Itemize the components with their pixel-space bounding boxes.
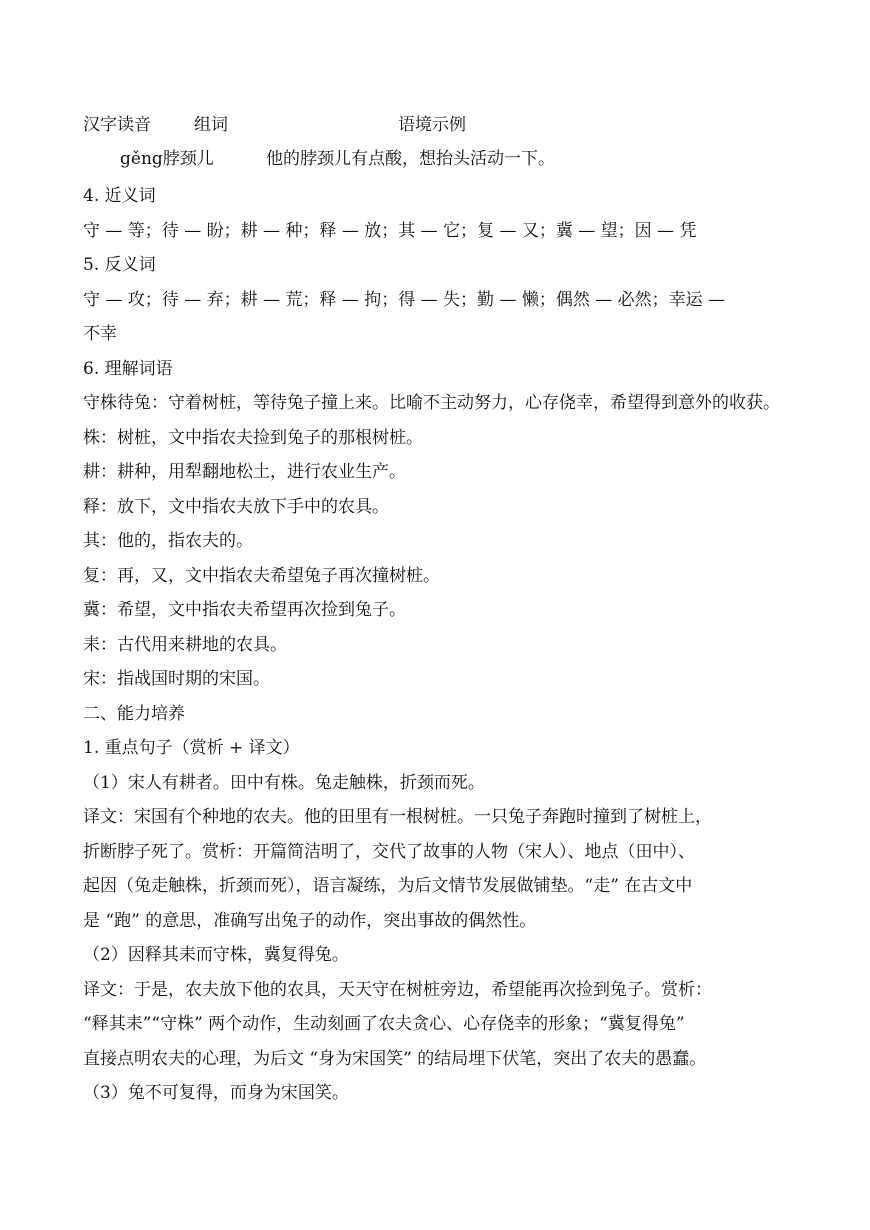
vocab-definition: 复：再，又，文中指农夫希望兔子再次撞树桩。 — [83, 566, 440, 586]
key-sentence: （2）因释其耒而守株，冀复得兔。 — [83, 945, 349, 965]
translation-paragraph: “释其耒”“守株” 两个动作，生动刻画了农夫贪心、心存侥幸的形象；“冀复得兔” — [83, 1014, 685, 1034]
translation-paragraph: 译文：于是，农夫放下他的农具，天天守在树桩旁边，希望能再次捡到兔子。赏析： — [83, 980, 712, 1000]
table-header-reading: 汉字读音 — [83, 115, 151, 135]
subsection-heading-key-sentences: 1. 重点句子（赏析 + 译文） — [83, 738, 300, 758]
table-header-word: 组词 — [194, 115, 228, 135]
section-heading-antonyms: 5. 反义词 — [83, 255, 156, 275]
vocab-definition: 冀：希望，文中指农夫希望再次捡到兔子。 — [83, 600, 406, 620]
vocab-definition: 株：树桩，文中指农夫捡到兔子的那根树桩。 — [83, 428, 423, 448]
translation-paragraph: 直接点明农夫的心理，为后文 “身为宋国笑” 的结局埋下伏笔，突出了农夫的愚蠢。 — [83, 1049, 707, 1069]
vocab-definition: 其：他的，指农夫的。 — [83, 531, 253, 551]
table-cell-example: 他的脖颈儿有点酸，想抬头活动一下。 — [266, 149, 555, 169]
translation-paragraph: 是 “跑” 的意思，准确写出兔子的动作，突出事故的偶然性。 — [83, 911, 537, 931]
section-heading-synonyms: 4. 近义词 — [83, 186, 156, 206]
vocab-definition: 耒：古代用来耕地的农具。 — [83, 635, 287, 655]
key-sentence: （1）宋人有耕者。田中有株。兔走触株，折颈而死。 — [83, 773, 485, 793]
vocab-definition: 释：放下，文中指农夫放下手中的农具。 — [83, 497, 389, 517]
translation-paragraph: 起因（兔走触株，折颈而死），语言凝练，为后文情节发展做铺垫。“走” 在古文中 — [83, 876, 693, 896]
synonyms-line: 守 — 等；待 — 盼；耕 — 种；释 — 放；其 — 它；复 — 又；冀 — 望；因 — 凭 — [83, 221, 697, 241]
section-heading-ability: 二、能力培养 — [83, 704, 185, 724]
key-sentence: （3）兔不可复得，而身为宋国笑。 — [83, 1083, 349, 1103]
translation-paragraph: 译文：宋国有个种地的农夫。他的田里有一根树桩。一只兔子奔跑时撞到了树桩上， — [83, 807, 712, 827]
antonyms-line-cont: 不幸 — [83, 324, 117, 344]
section-heading-vocabulary: 6. 理解词语 — [83, 359, 173, 379]
antonyms-line: 守 — 攻；待 — 弃；耕 — 荒；释 — 拘；得 — 失；勤 — 懒；偶然 — 必然；幸运 — — [83, 290, 726, 310]
vocab-definition: 耕：耕种，用犁翻地松土，进行农业生产。 — [83, 462, 406, 482]
vocab-definition: 宋：指战国时期的宋国。 — [83, 669, 270, 689]
table-cell-word: gěng脖颈儿 — [120, 149, 214, 169]
vocab-definition: 守株待兔：守着树桩，等待兔子撞上来。比喻不主动努力，心存侥幸，希望得到意外的收获。 — [83, 393, 780, 413]
table-header-context: 语境示例 — [398, 115, 466, 135]
translation-paragraph: 折断脖子死了。赏析：开篇简洁明了，交代了故事的人物（宋人）、地点（田中）、 — [83, 842, 695, 862]
